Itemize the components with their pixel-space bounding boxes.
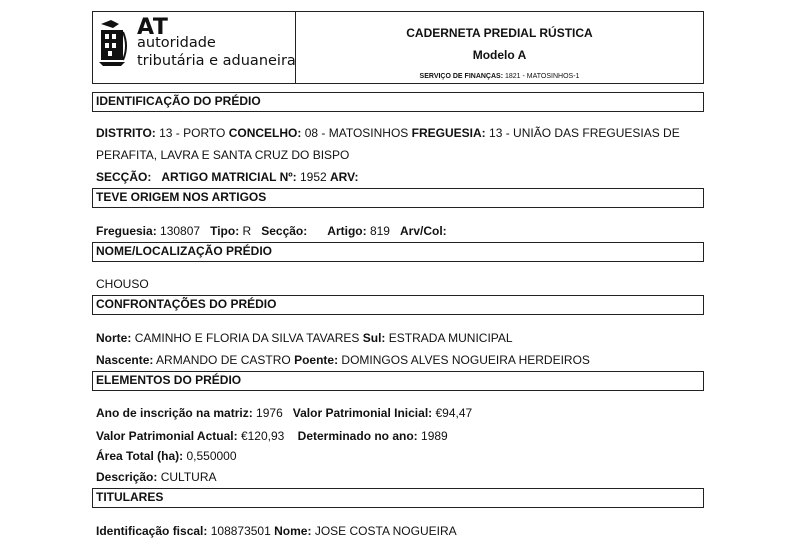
section-confrontacoes: CONFRONTAÇÕES DO PRÉDIO: [92, 295, 704, 315]
logo-at-text: AT: [137, 15, 169, 40]
logo-line-2: tributária e aduaneira: [137, 53, 296, 69]
elementos-line-1: Ano de inscrição na matriz: 1976 Valor Patrimonial Inicial: €94,47: [96, 406, 473, 420]
portugal-shield-icon: [99, 18, 129, 66]
confrontacoes-line-1: Norte: CAMINHO E FLORIA DA SILVA TAVARES Sul: ESTRADA MUNICIPAL: [96, 331, 513, 345]
service-value: 1821 - MATOSINHOS-1: [505, 73, 580, 80]
artigo-line: SECÇÃO: ARTIGO MATRICIAL Nº: 1952 ARV:: [96, 170, 359, 184]
origem-line: Freguesia: 130807 Tipo: R Secção: Artigo: 819 Arv/Col:: [96, 224, 447, 238]
elementos-line-3: Área Total (ha): 0,550000: [96, 449, 237, 463]
logo-line-1: autoridade: [137, 35, 216, 51]
elementos-line-2: Valor Patrimonial Actual: €120,93 Determinado no ano: 1989: [96, 429, 448, 443]
titular-line: Identificação fiscal: 108873501 Nome: JOSE COSTA NOGUEIRA: [96, 524, 457, 538]
section-identificacao: IDENTIFICAÇÃO DO PRÉDIO: [92, 92, 704, 112]
location-line-1: DISTRITO: 13 - PORTO CONCELHO: 08 - MATOSINHOS FREGUESIA: 13 - UNIÃO DAS FREGUESIAS DE: [96, 126, 680, 140]
section-titulares: TITULARES: [92, 488, 704, 508]
service-line: [296, 73, 703, 80]
confrontacoes-line-2: Nascente: ARMANDO DE CASTRO Poente: DOMINGOS ALVES NOGUEIRA HERDEIROS: [96, 353, 590, 367]
elementos-line-4: Descrição: CULTURA: [96, 470, 217, 484]
location-line-2: PERAFITA, LAVRA E SANTA CRUZ DO BISPO: [96, 148, 350, 162]
at-logo: [93, 12, 296, 83]
document-title: CADERNETA PREDIAL RÚSTICA: [406, 26, 593, 40]
section-origem: TEVE ORIGEM NOS ARTIGOS: [92, 188, 704, 208]
section-nome: NOME/LOCALIZAÇÃO PRÉDIO: [92, 242, 704, 262]
nome-value: CHOUSO: [96, 277, 149, 291]
section-elementos: ELEMENTOS DO PRÉDIO: [92, 371, 704, 391]
service-label: SERVIÇO DE FINANÇAS:: [419, 73, 504, 80]
document-subtitle: Modelo A: [472, 48, 527, 62]
document-header: [92, 11, 704, 84]
